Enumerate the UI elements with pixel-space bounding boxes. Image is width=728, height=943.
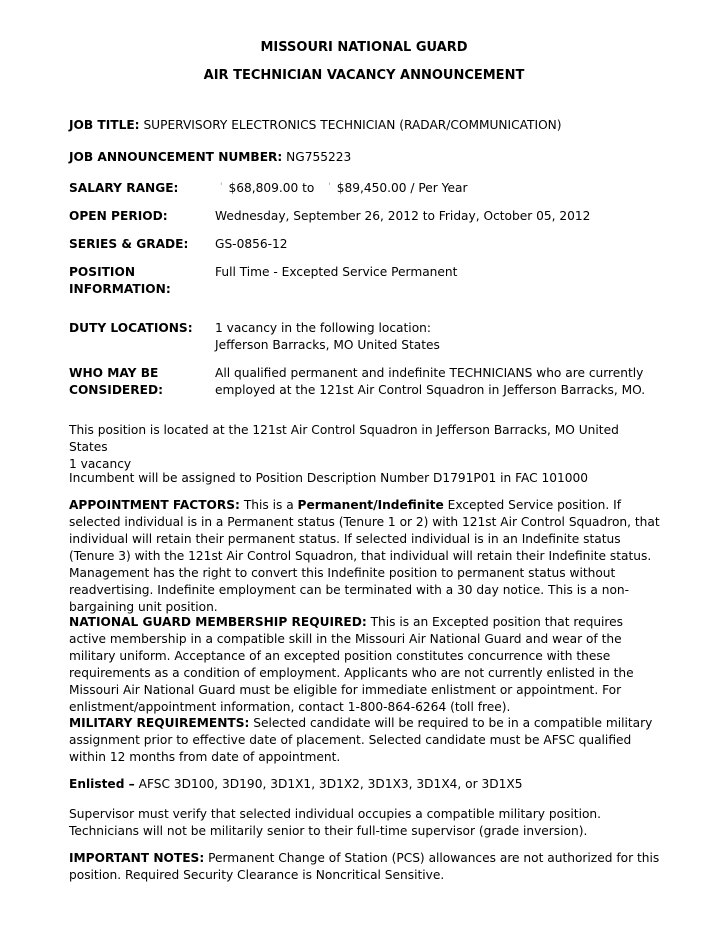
appointment-text: Excepted Service position. If selected individual is in a Permanent status (Tenure 1 or 2) with 121st Air Control Squadron, that individual will retain their permanent status. If selected individual is in an Indefinite status (Tenure 3) with the 121st Air Control Squadron, that individual will retain their Indefinite status. Management has the right to convert this Indefinite position to permanent status without readvertising. Indefinite employment can be terminated with a 30 day notice. This is a non-bargaining unit position. — [69, 498, 660, 614]
important-notes-paragraph — [69, 850, 661, 884]
duty-line1: 1 vacancy in the following location: — [215, 321, 431, 335]
appointment-label: APPOINTMENT FACTORS: — [69, 498, 240, 512]
supervisor-line1: Supervisor must verify that selected individual occupies a compatible military position. — [69, 807, 602, 821]
salary-high: $89,450.00 / Per Year — [336, 181, 468, 195]
announcement-number-row — [69, 149, 351, 166]
tick-mark-icon: ' — [220, 182, 223, 192]
military-label: MILITARY REQUIREMENTS: — [69, 716, 250, 730]
duty-locations-label: DUTY LOCATIONS: — [69, 321, 193, 335]
supervisor-line2: Technicians will not be militarily senior to their full-time supervisor (grade inversion). — [69, 824, 588, 838]
who-may-be-considered-value — [215, 365, 645, 399]
salary-low: $68,809.00 to — [228, 181, 315, 195]
appointment-pre: This is a — [243, 498, 294, 512]
enlisted-label: Enlisted – — [69, 777, 135, 791]
incumbent-paragraph: Incumbent will be assigned to Position Description Number D1791P01 in FAC 101000 — [69, 471, 589, 485]
job-title-value: SUPERVISORY ELECTRONICS TECHNICIAN (RADAR/COMMUNICATION) — [143, 118, 562, 132]
enlisted-text: AFSC 3D100, 3D190, 3D1X1, 3D1X2, 3D1X3, 3D1X4, or 3D1X5 — [138, 777, 523, 791]
position-info-label — [69, 264, 209, 298]
who-line2: employed at the 121st Air Control Squadron in Jefferson Barracks, MO. — [215, 383, 646, 397]
position-label-line2: INFORMATION: — [69, 282, 171, 296]
header-announcement-title: AIR TECHNICIAN VACANCY ANNOUNCEMENT — [203, 68, 525, 83]
who-may-be-considered-label — [69, 365, 209, 399]
location-line1: This position is located at the 121st Air Control Squadron in Jefferson Barracks, MO United States — [69, 423, 619, 454]
supervisor-paragraph — [69, 806, 661, 840]
military-requirements-paragraph — [69, 715, 661, 766]
open-period-label: OPEN PERIOD: — [69, 209, 168, 223]
announcement-number-label: JOB ANNOUNCEMENT NUMBER: — [69, 150, 283, 164]
header-organization: MISSOURI NATIONAL GUARD — [260, 40, 468, 55]
military-text: Selected candidate will be required to be in a compatible military assignment prior to effective date of placement. Selected candidate must be AFSC qualified within 12 months from date of appointment. — [69, 716, 653, 764]
duty-line2: Jefferson Barracks, MO United States — [215, 338, 440, 352]
location-line2: 1 vacancy — [69, 457, 132, 471]
announcement-number-value: NG755223 — [286, 150, 352, 164]
location-paragraph — [69, 422, 661, 473]
tick-mark-icon: ' — [328, 182, 331, 192]
salary-label: SALARY RANGE: — [69, 181, 179, 195]
notes-text: Permanent Change of Station (PCS) allowances are not authorized for this position. Required Security Clearance is Noncritical Sensitive. — [69, 851, 660, 882]
membership-paragraph — [69, 614, 661, 716]
position-info-value: Full Time - Excepted Service Permanent — [215, 265, 458, 279]
appointment-factors-paragraph — [69, 497, 661, 616]
job-title-row — [69, 117, 562, 134]
position-label-line1: POSITION — [69, 265, 136, 279]
membership-text: This is an Excepted position that requires active membership in a compatible skill in the Missouri Air National Guard and wear of the military uniform. Acceptance of an excepted position constitutes concurrence with these requirements as a condition of employment. Applicants who are not currently enlisted in the Missouri Air National Guard must be eligible for immediate enlistment or appointment. For enlistment/appointment information, contact 1-800-864-6264 (toll free). — [69, 615, 634, 714]
who-label-line1: WHO MAY BE — [69, 366, 159, 380]
series-grade-value: GS-0856-12 — [215, 237, 288, 251]
notes-label: IMPORTANT NOTES: — [69, 851, 205, 865]
duty-locations-value — [215, 320, 440, 354]
series-grade-label: SERIES & GRADE: — [69, 237, 189, 251]
membership-label: NATIONAL GUARD MEMBERSHIP REQUIRED: — [69, 615, 367, 629]
who-line1: All qualified permanent and indefinite TECHNICIANS who are currently — [215, 366, 644, 380]
job-title-label: JOB TITLE: — [69, 118, 140, 132]
enlisted-row — [69, 776, 523, 793]
who-label-line2: CONSIDERED: — [69, 383, 163, 397]
salary-value — [220, 180, 467, 199]
open-period-value: Wednesday, September 26, 2012 to Friday, October 05, 2012 — [215, 209, 591, 223]
appointment-bold-term: Permanent/Indefinite — [297, 498, 444, 512]
